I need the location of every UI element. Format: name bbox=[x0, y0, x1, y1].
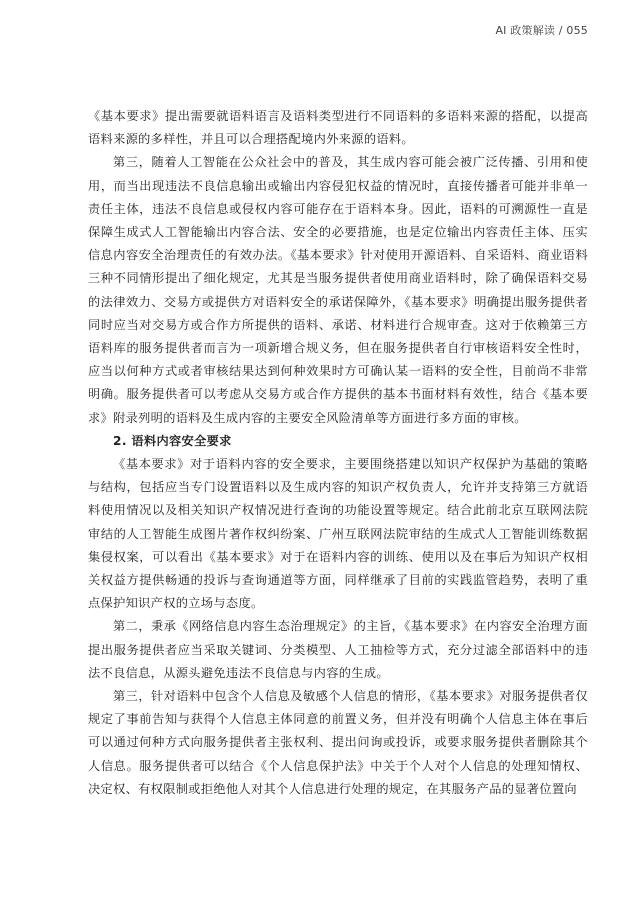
section-heading: 2. 语料内容安全要求 bbox=[113, 433, 232, 448]
paragraph-ip-protection: 《基本要求》对于语料内容的安全要求，主要围绕搭建以知识产权保护为基础的策略与结构，包括应当专门设置语料以及生成内容的知识产权负责人，允许并支持第三方就语料使用情况以及相关知识产权情况进行查询的功能设置等规定。结合此前北京互联网法院审结的人工智能生成图片著作权纠纷案、广州互联网法院审结的生成式人工智能训练数据集侵权案，可以看出《基本要求》对于在语料内容的训练、使用以及在事后为知识产权相关权益方提供畅通的投诉与查询通道等方面，同样继承了目前的实践监管趋势，表明了重点保护知识产权的立场与态度。 bbox=[88, 457, 588, 611]
paragraph-continued: 《基本要求》提出需要就语料语言及语料类型进行不同语料的多语料来源的搭配，以提高语料来源的多样性，并且可以合理搭配境内外来源的语料。 bbox=[88, 109, 588, 147]
paragraph-second-content-governance: 第二，秉承《网络信息内容生态治理规定》的主旨，《基本要求》在内容安全治理方面提出服务提供者应当采取关键词、分类模型、人工抽检等方式，充分过滤全部语料中的违法不良信息，从源头避免违法不良信息与内容的生成。 bbox=[88, 619, 588, 680]
document-body bbox=[88, 105, 588, 801]
page-header: AI 政策解读 / 055 bbox=[495, 24, 588, 37]
paragraph-third-traceability: 第三，随着人工智能在公众社会中的普及，其生成内容可能会被广泛传播、引用和使用，而当出现违法不良信息输出或输出内容侵犯权益的情况时，直接传播者可能并非单一责任主体，违法不良信息或侵权内容可能存在于语料本身。因此，语料的可溯源性一直是保障生成式人工智能输出内容合法、安全的必要措施，也是定位输出内容责任主体、压实信息内容安全治理责任的有效办法。《基本要求》针对使用开源语料、自采语料、商业语料三种不同情形提出了细化规定，尤其是当服务提供者使用商业语料时，除了确保语料交易的法律效力、交易方或提供方对语料安全的承诺保障外，《基本要求》明确提出服务提供者同时应当对交易方或合作方所提供的语料、承诺、材料进行合规审查。这对于依赖第三方语料库的服务提供者而言为一项新增合规义务，但在服务提供者自行审核语料安全性时，应当以何种方式或者审核结果达到何种效果时方可确认某一语料的安全性，目前尚不非常明确。服务提供者可以考虑从交易方或合作方提供的基本书面材料有效性，结合《基本要求》附录列明的语料及生成内容的主要安全风险清单等方面进行多方面的审核。 bbox=[88, 155, 588, 425]
paragraph-third-personal-info: 第三，针对语料中包含个人信息及敏感个人信息的情形，《基本要求》对服务提供者仅规定了事前告知与获得个人信息主体同意的前置义务，但并没有明确个人信息主体在事后可以通过何种方式向服务提供者主张权利、提出问询或投诉，或要求服务提供者删除其个人信息。服务提供者可以结合《个人信息保护法》中关于个人对个人信息的处理知情权、决定权、有权限制或拒绝他人对其个人信息进行处理的规定，在其服务产品的显著位置向 bbox=[88, 689, 588, 796]
